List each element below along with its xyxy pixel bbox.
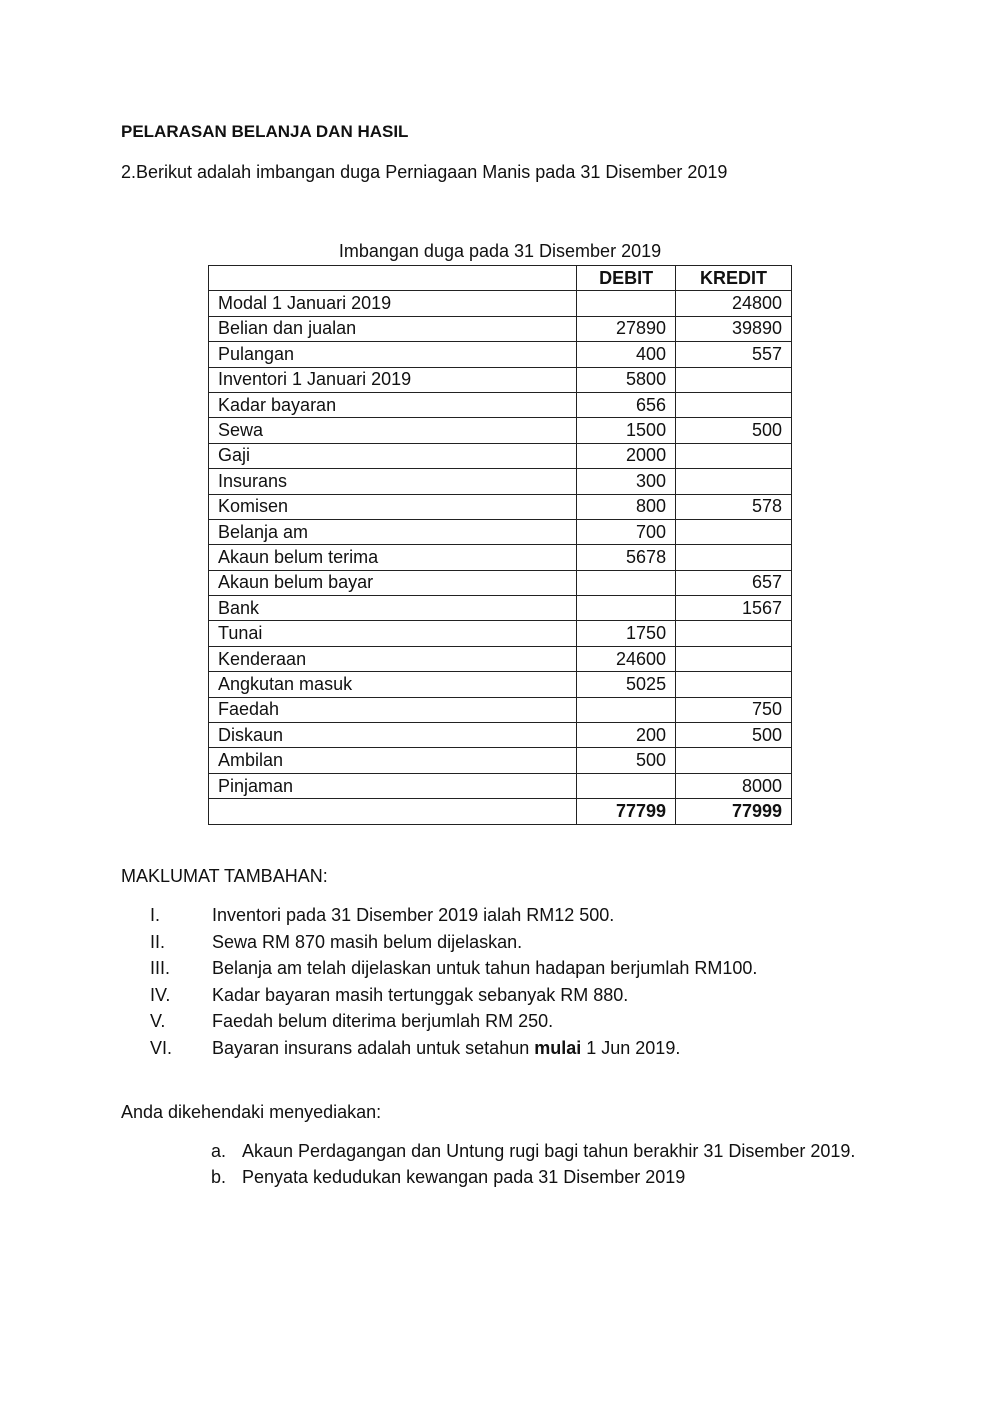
account-name: Belian dan jualan	[209, 316, 577, 341]
task-item-letter: a.	[211, 1141, 227, 1161]
maklumat-list	[150, 905, 757, 1064]
debit-value: 300	[577, 469, 676, 494]
table-row	[209, 342, 792, 367]
account-name: Faedah	[209, 697, 577, 722]
table-row	[209, 469, 792, 494]
kredit-value	[676, 646, 792, 671]
question-intro: 2.Berikut adalah imbangan duga Perniagaan Manis pada 31 Disember 2019	[121, 162, 728, 182]
table-row	[209, 392, 792, 417]
list-item-number: III.	[150, 958, 171, 978]
total-label	[209, 799, 577, 824]
list-item-text: Sewa RM 870 masih belum dijelaskan.	[212, 931, 523, 952]
list-item-text	[212, 1038, 680, 1065]
debit-value	[577, 773, 676, 798]
list-item-number: V.	[150, 1011, 166, 1031]
kredit-value	[676, 392, 792, 417]
debit-value	[577, 570, 676, 595]
kredit-value: 500	[676, 723, 792, 748]
debit-value: 2000	[577, 443, 676, 468]
list-item-text: Faedah belum diterima berjumlah RM 250.	[212, 1011, 554, 1031]
debit-value	[577, 596, 676, 621]
table-caption: Imbangan duga pada 31 Disember 2019	[338, 241, 662, 261]
total-debit: 77799	[577, 799, 676, 824]
kredit-value: 500	[676, 418, 792, 443]
account-name: Pulangan	[209, 342, 577, 367]
list-item	[150, 958, 757, 985]
maklumat-heading: MAKLUMAT TAMBAHAN:	[121, 866, 328, 886]
header-debit: DEBIT	[577, 266, 676, 291]
kredit-value	[676, 519, 792, 544]
account-name: Pinjaman	[209, 773, 577, 798]
debit-value: 500	[577, 748, 676, 773]
list-item-text: Belanja am telah dijelaskan untuk tahun hadapan berjumlah RM100.	[212, 958, 758, 978]
kredit-value: 24800	[676, 291, 792, 316]
task-item	[211, 1141, 855, 1167]
account-name: Kadar bayaran	[209, 392, 577, 417]
debit-value: 700	[577, 519, 676, 544]
kredit-value	[676, 672, 792, 697]
account-name: Komisen	[209, 494, 577, 519]
account-name: Gaji	[209, 443, 577, 468]
account-name: Belanja am	[209, 519, 577, 544]
table-row	[209, 621, 792, 646]
text-segment: Bayaran insurans adalah untuk setahun	[212, 1037, 535, 1058]
list-item	[150, 932, 757, 959]
table-row	[209, 418, 792, 443]
table-header-row	[209, 266, 792, 291]
list-item-number: I.	[150, 905, 161, 925]
account-name: Angkutan masuk	[209, 672, 577, 697]
list-item	[150, 905, 757, 932]
table-row	[209, 773, 792, 798]
total-kredit: 77999	[676, 799, 792, 824]
table-row	[209, 646, 792, 671]
table-row	[209, 697, 792, 722]
kredit-value: 1567	[676, 596, 792, 621]
table-row	[209, 316, 792, 341]
account-name: Insurans	[209, 469, 577, 494]
table-row	[209, 672, 792, 697]
kredit-value: 8000	[676, 773, 792, 798]
list-item	[150, 1038, 757, 1065]
account-name: Akaun belum terima	[209, 545, 577, 570]
table-row	[209, 494, 792, 519]
account-name: Ambilan	[209, 748, 577, 773]
header-kredit: KREDIT	[676, 266, 792, 291]
table-row	[209, 443, 792, 468]
debit-value: 800	[577, 494, 676, 519]
list-item-text: Kadar bayaran masih tertunggak sebanyak RM 880.	[212, 984, 629, 1005]
header-account	[209, 266, 577, 291]
account-name: Diskaun	[209, 723, 577, 748]
table-row	[209, 570, 792, 595]
account-name: Sewa	[209, 418, 577, 443]
list-item	[150, 985, 757, 1012]
table-row	[209, 545, 792, 570]
debit-value: 400	[577, 342, 676, 367]
document-title: PELARASAN BELANJA DAN HASIL	[121, 122, 409, 141]
task-item	[211, 1167, 855, 1193]
debit-value: 1500	[577, 418, 676, 443]
account-name: Kenderaan	[209, 646, 577, 671]
table-row	[209, 367, 792, 392]
kredit-value: 578	[676, 494, 792, 519]
kredit-value: 557	[676, 342, 792, 367]
task-item-text: Penyata kedudukan kewangan pada 31 Disember 2019	[242, 1167, 686, 1187]
task-item-letter: b.	[211, 1167, 227, 1187]
emphasis-text: mulai	[534, 1037, 582, 1058]
table-row	[209, 723, 792, 748]
debit-value: 200	[577, 723, 676, 748]
debit-value: 24600	[577, 646, 676, 671]
kredit-value	[676, 748, 792, 773]
list-item-number: II.	[150, 931, 166, 952]
table-row	[209, 748, 792, 773]
tasks-list	[211, 1141, 855, 1193]
kredit-value	[676, 469, 792, 494]
kredit-value: 39890	[676, 316, 792, 341]
list-item	[150, 1011, 757, 1038]
tasks-heading: Anda dikehendaki menyediakan:	[121, 1102, 382, 1122]
debit-value	[577, 697, 676, 722]
kredit-value	[676, 621, 792, 646]
list-item-number: VI.	[150, 1037, 173, 1058]
text-segment: 1 Jun 2019.	[581, 1037, 681, 1058]
debit-value: 5800	[577, 367, 676, 392]
kredit-value: 750	[676, 697, 792, 722]
account-name: Tunai	[209, 621, 577, 646]
table-row	[209, 519, 792, 544]
table-row	[209, 596, 792, 621]
kredit-value	[676, 443, 792, 468]
list-item-number: IV.	[150, 984, 171, 1005]
kredit-value	[676, 367, 792, 392]
debit-value: 5025	[577, 672, 676, 697]
kredit-value: 657	[676, 570, 792, 595]
kredit-value	[676, 545, 792, 570]
account-name: Akaun belum bayar	[209, 570, 577, 595]
account-name: Modal 1 Januari 2019	[209, 291, 577, 316]
trial-balance-table	[208, 265, 792, 825]
debit-value: 656	[577, 392, 676, 417]
debit-value: 27890	[577, 316, 676, 341]
list-item-text: Inventori pada 31 Disember 2019 ialah RM12 500.	[212, 905, 615, 925]
account-name: Inventori 1 Januari 2019	[209, 367, 577, 392]
debit-value: 5678	[577, 545, 676, 570]
debit-value	[577, 291, 676, 316]
task-item-text: Akaun Perdagangan dan Untung rugi bagi tahun berakhir 31 Disember 2019.	[242, 1141, 856, 1161]
total-row	[209, 799, 792, 824]
account-name: Bank	[209, 596, 577, 621]
table-row	[209, 291, 792, 316]
debit-value: 1750	[577, 621, 676, 646]
